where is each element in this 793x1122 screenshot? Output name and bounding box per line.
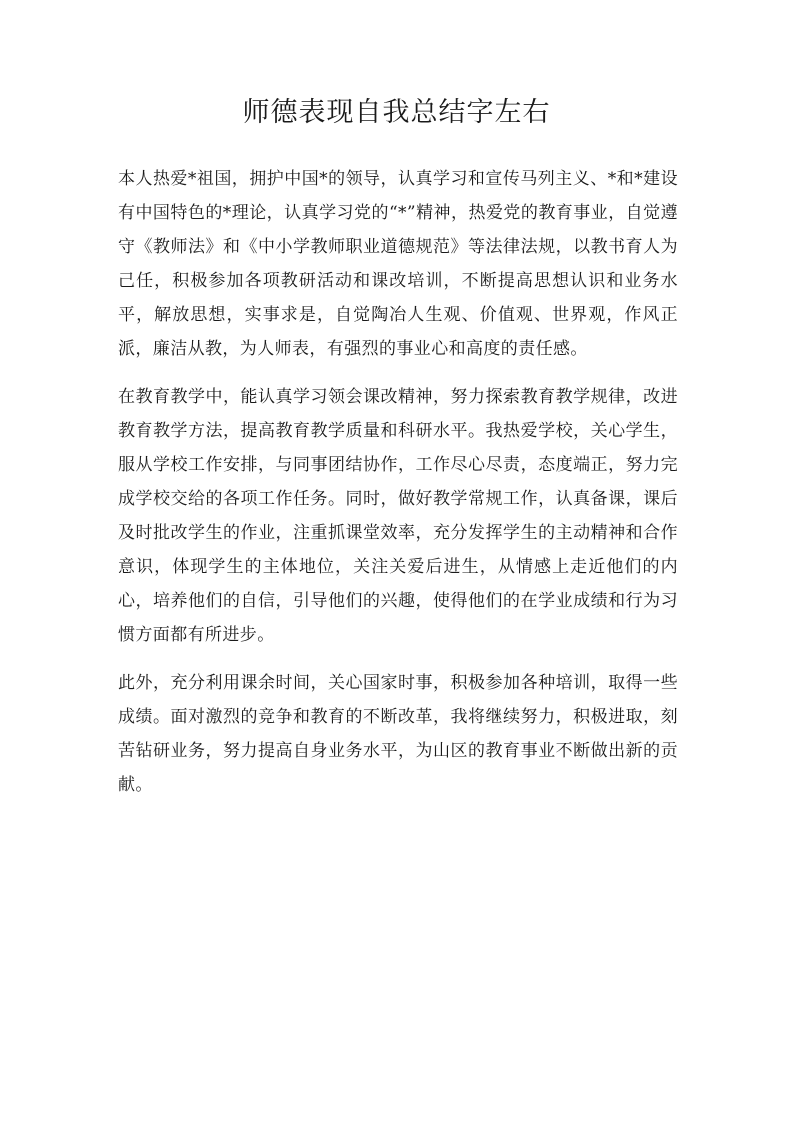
paragraph-1: 本人热爱*祖国，拥护中国*的领导，认真学习和宣传马列主义、*和*建设有中国特色的*理论，认真学习党的“*”精神，热爱党的教育事业，自觉遵守《教师法》和《中小学教师职业道德规范》等法律法规，以教书育人为己任，积极参加各项教研活动和课改培训，不断提高思想认识和业务水平，解放思想，实事求是，自觉陶冶人生观、价值观、世界观，作风正派，廉洁从教，为人师表，有强烈的事业心和高度的责任感。 (118, 169, 678, 359)
paragraph-2: 在教育教学中，能认真学习领会课改精神，努力探索教育教学规律，改进教育教学方法，提高教育教学质量和科研水平。我热爱学校，关心学生，服从学校工作安排，与同事团结协作，工作尽心尽责，态度端正，努力完成学校交给的各项工作任务。同时，做好教学常规工作，认真备课，课后及时批改学生的作业，注重抓课堂效率，充分发挥学生的主动精神和合作意识，体现学生的主体地位，关注关爱后进生，从情感上走近他们的内心，培养他们的自信，引导他们的兴趣，使得他们的在学业成绩和行为习惯方面都有所进步。 (118, 387, 678, 645)
document-title: 师德表现自我总结字左右 (242, 97, 551, 128)
paragraph-3: 此外，充分利用课余时间，关心国家时事，积极参加各种培训，取得一些成绩。面对激烈的竞争和教育的不断改革，我将继续努力，积极进取，刻苦钻研业务，努力提高自身业务水平，为山区的教育事业不断做出新的贡献。 (118, 673, 678, 795)
document-body (118, 162, 678, 816)
